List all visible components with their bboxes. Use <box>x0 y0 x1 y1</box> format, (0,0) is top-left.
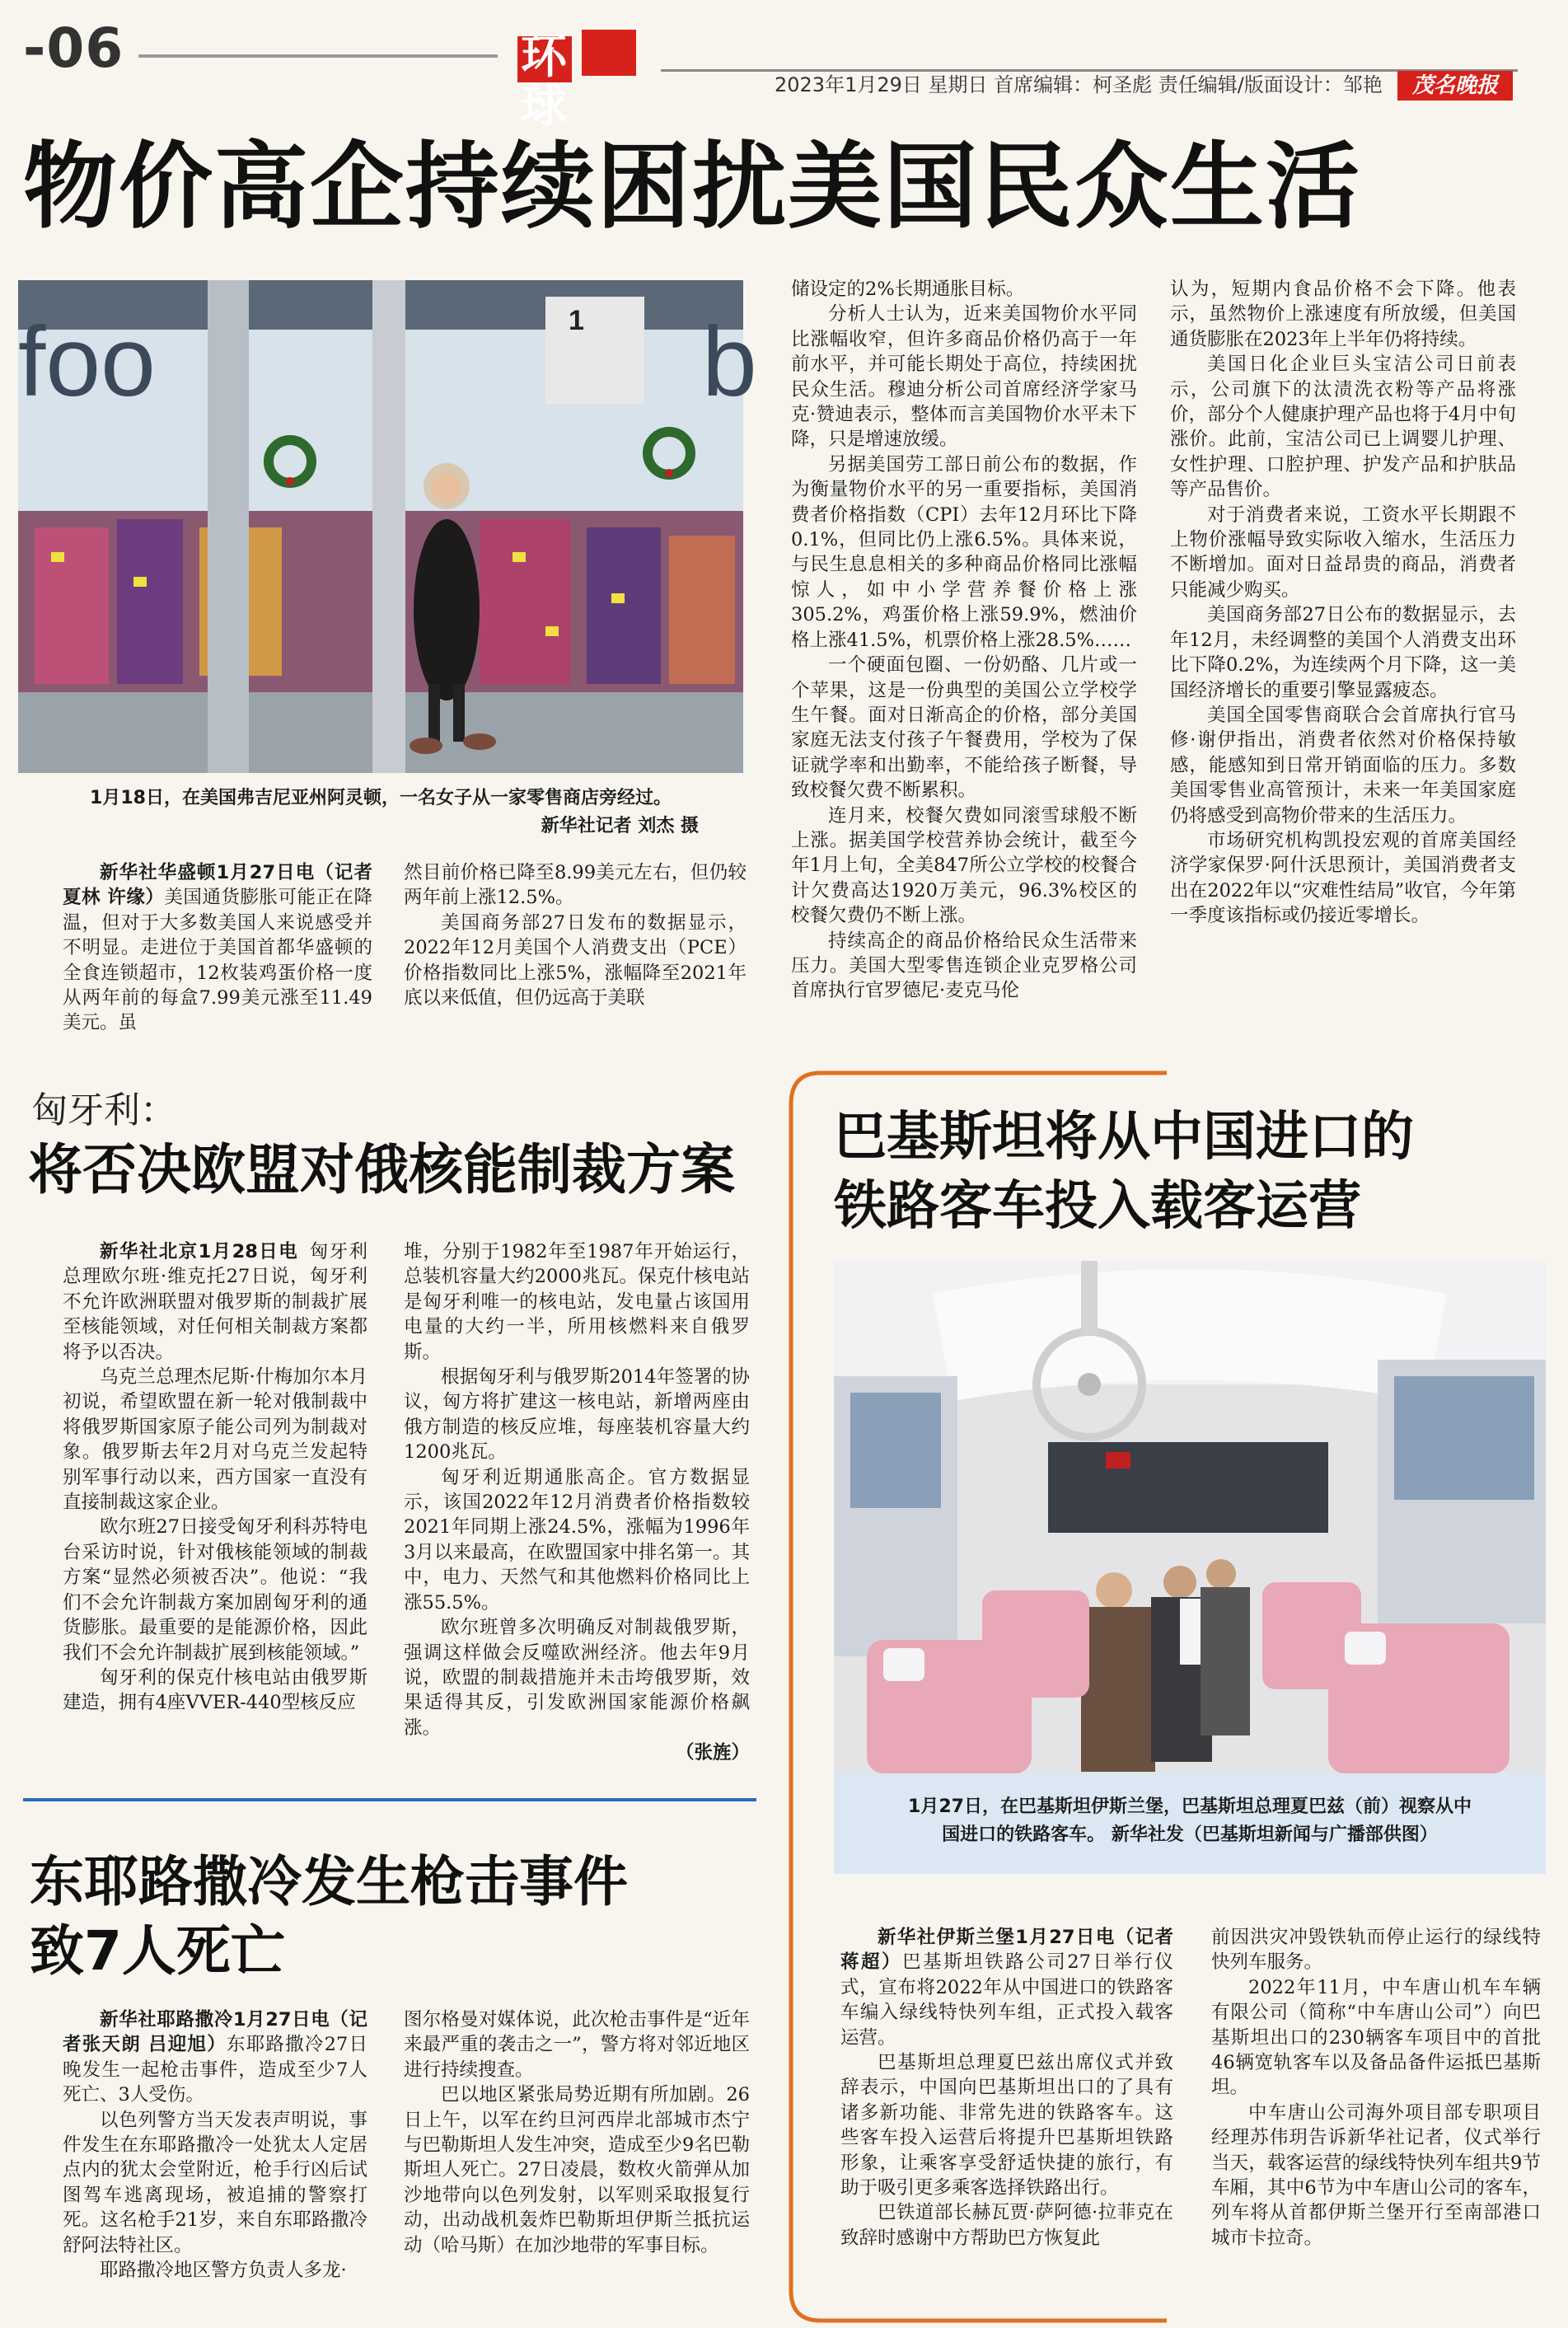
article1-photo <box>18 280 757 773</box>
page-number: -06 <box>23 16 124 80</box>
blue-divider <box>23 1798 756 1801</box>
article1-col3-p3: 另据美国劳工部日前公布的数据，作为衡量物价水平的另一重要指标，美国消费者价格指数（CPI）去年12月环比下降0.1%，但同比仍上涨6.5%。具体来说，与民生息息相关的多种商品价格同比涨幅惊人，如中小学营养餐价格上涨305.2%，鸡蛋价格上涨59.9%，燃油价格上涨41.5%，机票价格上涨28.5%…… <box>791 453 1137 651</box>
article1-col4-p6: 市场研究机构凯投宏观的首席美国经济学家保罗·阿什沃思预计，美国消费者支出在2022年以“灾难性结局”收官，今年第一季度该指标或仍接近零增长。 <box>1170 829 1516 927</box>
article1-title: 物价高企持续困扰美国民众生活 <box>23 132 1362 241</box>
article2-col2-p3: 匈牙利近期通胀高企。官方数据显示，该国2022年12月消费者价格指数较2021年同期上涨24.5%，涨幅为1996年3月以来最高，在欧盟国家中排名第一。其中，电力、天然气和其他燃料价格同比上涨55.5%。 <box>404 1466 750 1614</box>
article4-col2-p2: 2022年11月，中车唐山机车车辆有限公司（简称“中车唐山公司”）向巴基斯坦出口的230辆客车项目中的首批46辆宽轨客车以及备品备件运抵巴基斯坦。 <box>1211 1976 1541 2099</box>
article3-title <box>30 1848 628 1986</box>
article4-title <box>834 1103 1414 1241</box>
article2-col1-p4: 匈牙利的保克什核电站由俄罗斯建造，拥有4座VVER-440型核反应 <box>63 1666 367 1714</box>
article2-dateline: 新华社北京1月28日电 <box>100 1241 299 1262</box>
article2-col2-p2: 根据匈牙利与俄罗斯2014年签署的协议，匈方将扩建这一核电站，新增两座由俄方制造的核反应堆，每座装机容量大约1200兆瓦。 <box>404 1366 750 1464</box>
article4-photo <box>834 1261 1546 1773</box>
article2-kicker: 匈牙利： <box>31 1089 176 1131</box>
article1-col1 <box>63 860 372 1034</box>
article1-col2 <box>404 860 747 1025</box>
article3-col1-p2: 以色列警方当天发表声明说，事件发生在东耶路撒冷一处犹太人定居点内的犹太会堂附近，枪手行凶后试图驾车逃离现场，被追捕的警察打死。这名枪手21岁，来自东耶路撒冷舒阿法特社区。 <box>63 2109 367 2256</box>
article4-col2-p1: 前因洪灾冲毁铁轨而停止运行的绿线特快列车服务。 <box>1211 1927 1541 1974</box>
article1-col4-p3: 对于消费者来说，工资水平长期跟不上物价涨幅导致实际收入缩水，生活压力不断增加。面对日益昂贵的商品，消费者只能减少购买。 <box>1170 504 1516 601</box>
masthead-dateline: 2023年1月29日 星期日 首席编辑：柯圣彪 责任编辑/版面设计：邹艳 <box>775 73 1383 96</box>
article4-col2 <box>1211 1925 1541 2307</box>
article4-col1-p3: 巴铁道部长赫瓦贾·萨阿德·拉菲克在致辞时感谢中方帮助巴方恢复此 <box>840 2202 1173 2249</box>
train-interior-illustration <box>834 1261 1546 1773</box>
article1-col4-p1: 认为，短期内食品价格不会下降。他表示，虽然物价上涨速度有所放缓，但美国通货膨胀在2023年上半年仍将持续。 <box>1170 279 1516 350</box>
article2-title: 将否决欧盟对俄核能制裁方案 <box>28 1138 735 1201</box>
article4-title-line2: 铁路客车投入载客运营 <box>834 1176 1361 1237</box>
article1-col3-p2: 分析人士认为，近来美国物价水平同比涨幅收窄，但许多商品价格仍高于一年前水平，并可能长期处于高位，持续困扰民众生活。穆迪分析公司首席经济学家马克·赞迪表示，整体而言美国物价水平未下降，只是增速放缓。 <box>791 303 1137 451</box>
article3-col1-p1: 东耶路撒冷27日晚发生一起枪击事件，造成至少7人死亡、3人受伤。 <box>63 2034 367 2106</box>
article3-dateline: 新华社耶路撒冷1月27日电（记者张天朗 吕迎旭） <box>63 2009 367 2056</box>
article1-col4-p4: 美国商务部27日公布的数据显示，去年12月，未经调整的美国个人消费支出环比下降0.2%，为连续两个月下降，这一美国经济增长的重要引擎显露疲态。 <box>1170 604 1516 701</box>
article1-dateline: 新华社华盛顿1月27日电（记者夏林 许缘） <box>63 862 372 909</box>
article3-title-line2: 致7人死亡 <box>30 1919 285 1983</box>
paper-logo <box>1397 71 1513 101</box>
article3-col1 <box>63 2007 367 2312</box>
article4-col2-p3: 中车唐山公司海外项目部专职项目经理苏伟玥告诉新华社记者，仪式举行当天，载客运营的绿线特快列车组共9节车厢，其中6节为中车唐山公司的客车，列车将从首都伊斯兰堡开行至南部港口城市卡拉奇。 <box>1211 2101 1541 2249</box>
paper-logo-text: 茂名晚报 <box>1411 73 1498 98</box>
article4-dateline: 新华社伊斯兰堡1月27日电（记者蒋超） <box>840 1927 1173 1974</box>
article3-col1-p3: 耶路撒冷地区警方负责人多龙· <box>100 2260 347 2282</box>
store-sign-text-left: foo <box>18 307 156 417</box>
article2-col2 <box>404 1239 750 1767</box>
article4-col1 <box>840 1925 1173 2307</box>
article4-caption-line2: 国进口的铁路客车。 新华社发（巴基斯坦新闻与广播部供图） <box>942 1824 1438 1845</box>
article2-col1 <box>63 1239 367 1767</box>
article3-col2 <box>404 2007 750 2312</box>
article3-col2-p1: 图尔格曼对媒体说，此次枪击事件是“近年来最严重的袭击之一”，警方将对邻近地区进行持续搜查。 <box>404 2009 750 2081</box>
article1-col3 <box>791 277 1137 1027</box>
article4-photo-caption <box>834 1793 1546 1849</box>
article1-col2-p2: 美国商务部27日发布的数据显示，2022年12月美国个人消费支出（PCE）价格指数同比上涨5%，涨幅降至2021年底以来低值，但仍远高于美联 <box>404 911 747 1009</box>
article1-col1-p1: 美国通货膨胀可能正在降温，但对于大多数美国人来说感受并不明显。走进位于美国首都华盛顿的全食连锁超市，12枚装鸡蛋价格一度从两年前的每盒7.99美元涨至11.49美元。虽 <box>63 887 372 1034</box>
article1-caption-text: 1月18日，在美国弗吉尼亚州阿灵顿，一名女子从一家零售商店旁经过。 <box>90 788 672 808</box>
article1-col2-p1: 然目前价格已降至8.99美元左右，但仍较两年前上涨12.5%。 <box>404 862 747 909</box>
article1-caption-credit: 新华社记者 刘杰 摄 <box>541 816 699 836</box>
section-label: 环球 <box>521 30 583 133</box>
article2-signature: （张旌） <box>675 1742 750 1764</box>
article4-title-line1: 巴基斯坦将从中国进口的 <box>834 1107 1414 1168</box>
store-photo-illustration <box>18 280 757 773</box>
article3-col2-p2: 巴以地区紧张局势近期有所加剧。26日上午，以军在约旦河西岸北部城市杰宁与巴勒斯坦人发生冲突，造成至少9名巴勒斯坦人死亡。27日凌晨，数枚火箭弹从加沙地带向以色列发射，以军则采取报复行动，出动战机轰炸巴勒斯坦伊斯兰抵抗运动（哈马斯）在加沙地带的军事目标。 <box>404 2084 750 2256</box>
store-sign-digit: 1 <box>569 305 584 336</box>
article1-col4-p5: 美国全国零售商联合会首席执行官马修·谢伊指出，消费者依然对价格保持敏感，能感知到日常开销面临的压力。多数美国零售业高管预计，未来一年美国家庭仍将感受到高物价带来的生活压力。 <box>1170 704 1516 827</box>
article2-col2-p1: 堆，分别于1982年至1987年开始运行，总装机容量大约2000兆瓦。保克什核电站是匈牙利唯一的核电站，发电量占该国用电量的大约一半，所用核燃料来自俄罗斯。 <box>404 1241 750 1363</box>
article1-col4 <box>1170 277 1516 1027</box>
article2-col1-p2: 乌克兰总理杰尼斯·什梅加尔本月初说，希望欧盟在新一轮对俄制裁中将俄罗斯国家原子能公司列为制裁对象。俄罗斯去年2月对乌克兰发起特别军事行动以来，西方国家一直没有直接制裁这家企业。 <box>63 1366 367 1514</box>
article2-col1-p1: 匈牙利总理欧尔班·维克托27日说，匈牙利不允许欧洲联盟对俄罗斯的制裁扩展至核能领域，对任何相关制裁方案都将予以否决。 <box>63 1241 367 1363</box>
article1-col3-p6: 持续高企的商品价格给民众生活带来压力。美国大型零售连锁企业克罗格公司首席执行官罗德尼·麦克马伦 <box>791 930 1137 1002</box>
article1-col3-p1: 储设定的2%长期通胀目标。 <box>791 279 1025 300</box>
article3-title-line1: 东耶路撒冷发生枪击事件 <box>30 1850 628 1913</box>
article4-col1-p1: 巴基斯坦铁路公司27日举行仪式，宣布将2022年从中国进口的铁路客车编入绿线特快列车组，正式投入载客运营。 <box>840 1951 1173 2049</box>
masthead-rule-right <box>661 69 1518 72</box>
article1-col3-p4: 一个硬面包圈、一份奶酪、几片或一个苹果，这是一份典型的美国公立学校学生午餐。面对日渐高企的价格，部分美国家庭无法支付孩子午餐费用，学校为了保证就学率和出勤率，不能给孩子断餐，导致校餐欠费不断累积。 <box>791 654 1137 802</box>
masthead-rule-left <box>138 54 498 58</box>
article4-caption-line1: 1月27日，在巴基斯坦伊斯兰堡，巴基斯坦总理夏巴兹（前）视察从中 <box>908 1796 1472 1817</box>
article2-col2-p4: 欧尔班曾多次明确反对制裁俄罗斯，强调这样做会反噬欧洲经济。他去年9月说，欧盟的制裁措施并未击垮俄罗斯，效果适得其反，引发欧洲国家能源价格飙涨。 <box>404 1617 750 1739</box>
article1-col3-p5: 连月来，校餐欠费如同滚雪球般不断上涨。据美国学校营养协会统计，截至今年1月上旬，全美847所公立学校的校餐合计欠费高达1920万美元，96.3%校区的校餐欠费仍不断上涨。 <box>791 804 1137 927</box>
article2-col1-p3: 欧尔班27日接受匈牙利科苏特电台采访时说，针对俄核能领域的制裁方案“显然必须被否决”。他说：“我们不会允许制裁方案加剧匈牙利的通货膨胀。最重要的是能源价格，因此我们不会允许制裁扩展到核能领域。” <box>63 1516 367 1664</box>
article1-photo-caption <box>18 785 743 841</box>
article4-col1-p2: 巴基斯坦总理夏巴兹出席仪式并致辞表示，中国向巴基斯坦出口的了具有诸多新功能、非常先进的铁路客车。这些客车投入运营后将提升巴基斯坦铁路形象，让乘客享受舒适快捷的旅行，有助于吸引更多乘客选择铁路出行。 <box>840 2052 1173 2199</box>
store-sign-text-right: b <box>702 307 757 417</box>
article1-col4-p2: 美国日化企业巨头宝洁公司日前表示，公司旗下的汰渍洗衣粉等产品将涨价，部分个人健康护理产品也将于4月中旬涨价。此前，宝洁公司已上调婴儿护理、女性护理、口腔护理、护发产品和护肤品等产品售价。 <box>1170 354 1516 501</box>
section-badge <box>517 30 641 133</box>
